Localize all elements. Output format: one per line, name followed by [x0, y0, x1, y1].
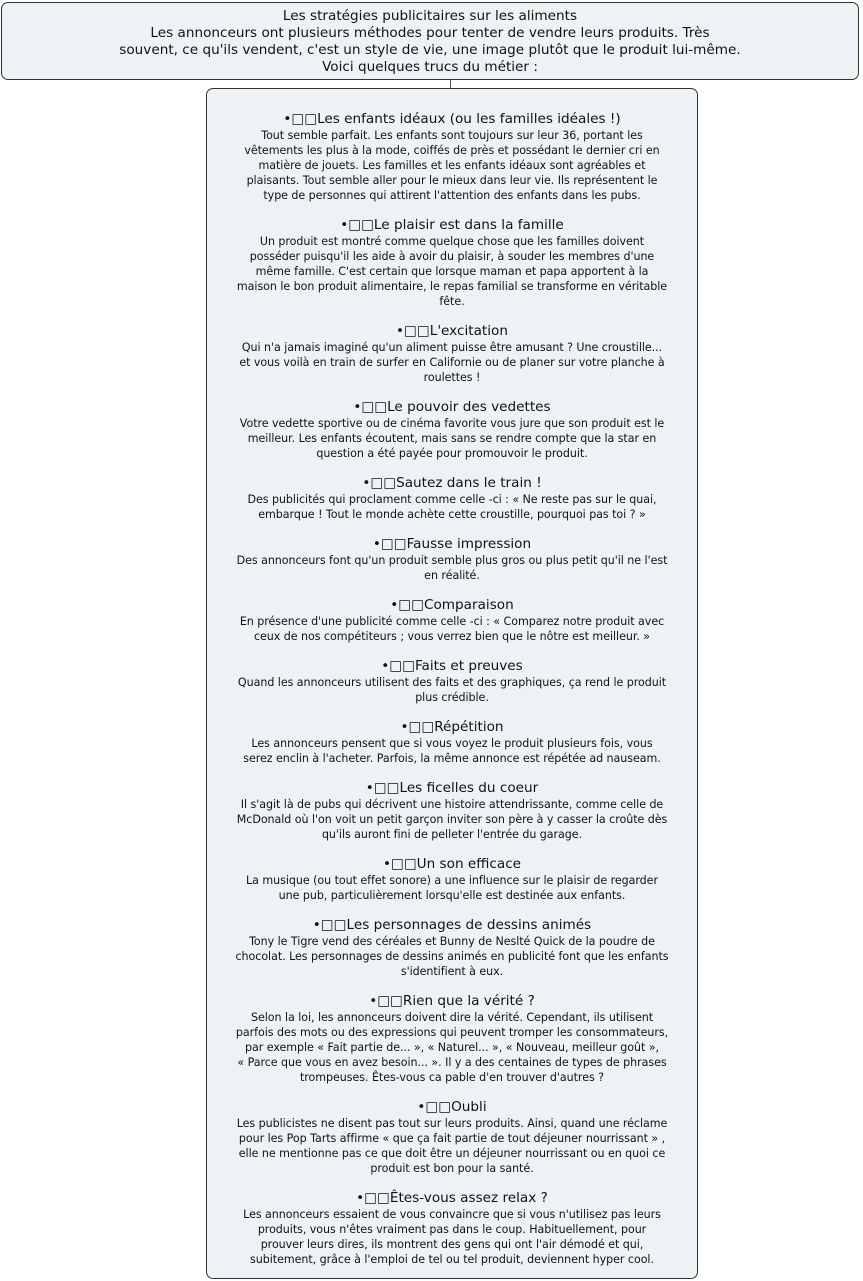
header-line: Voici quelques trucs du métier :	[322, 59, 538, 75]
strategy-title-text: Les personnages de dessins animés	[346, 917, 592, 933]
strategy-title	[213, 399, 691, 416]
description-line: Des annonceurs font qu'un produit semble plus gros ou plus petit qu'il ne l'est	[236, 554, 668, 567]
bullet-icon: •□□	[340, 217, 374, 233]
strategy-description	[213, 736, 691, 766]
strategy-description	[213, 1116, 691, 1176]
description-line: chocolat. Les personnages de dessins animés en publicité font que les enfants	[235, 950, 669, 963]
description-line: Un produit est montré comme quelque chose que les familles doivent	[259, 235, 645, 248]
bullet-icon: •□□	[381, 658, 415, 674]
description-line: Il s'agit là de pubs qui décrivent une histoire attendrissante, comme celle de	[240, 798, 664, 811]
strategy-section	[213, 719, 691, 766]
description-line: produits, vous n'êtes vraiment pas dans le coup. Habituellement, pour	[257, 1223, 647, 1236]
strategy-title	[213, 780, 691, 797]
header-title: Les stratégies publicitaires sur les aliments	[282, 8, 578, 24]
strategy-description	[213, 234, 691, 309]
strategy-title-text: Sautez dans le train !	[396, 475, 542, 491]
strategy-title	[213, 993, 691, 1010]
description-line: et vous voilà en train de surfer en Californie ou de planer sur votre planche à	[239, 356, 665, 369]
strategy-description	[213, 492, 691, 522]
strategy-title	[213, 217, 691, 234]
description-line: meilleur. Les enfants écoutent, mais sans se rendre compte que la star en	[247, 432, 657, 445]
description-line: Les annonceurs essaient de vous convaincre que si vous n'utilisez pas leurs	[243, 1208, 661, 1221]
description-line: Les publicistes ne disent pas tout sur leurs produits. Ainsi, quand une réclame	[236, 1117, 668, 1130]
description-line: plus crédible.	[415, 691, 489, 704]
bullet-icon: •□□	[312, 917, 347, 933]
strategy-title-text: Le plaisir est dans la famille	[373, 217, 564, 233]
strategy-section	[213, 597, 691, 644]
strategies-box	[206, 88, 698, 1279]
strategy-section	[213, 780, 691, 842]
strategy-title	[213, 475, 691, 492]
description-line: McDonald où l'on voit un petit garçon inviter son père à y casser la croûte dès	[236, 813, 668, 826]
strategy-title	[213, 597, 691, 614]
description-line: qu'ils auront fini de pelleter l'entrée du garage.	[321, 828, 583, 841]
description-line: plaisants. Tout semble aller pour le mieux dans leur vie. Ils représentent le	[246, 174, 658, 187]
bullet-icon: •□□	[372, 536, 407, 552]
description-line: Quand les annonceurs utilisent des faits et des graphiques, ça rend le produit	[237, 676, 667, 689]
description-line: type de personnes qui attirent l'attention des enfants dans les pubs.	[263, 189, 641, 202]
strategy-description	[213, 675, 691, 705]
bullet-icon: •□□	[417, 1099, 452, 1115]
strategy-description	[213, 553, 691, 583]
strategy-description	[213, 416, 691, 461]
bullet-icon: •□□	[356, 1190, 390, 1206]
strategy-title-text: Les ficelles du coeur	[399, 780, 539, 796]
description-line: En présence d'une publicité comme celle -ci : « Comparez notre produit avec	[239, 615, 665, 628]
description-line: une pub, particulièrement lorsqu'elle est destinée aux enfants.	[278, 889, 626, 902]
description-line: roulettes !	[423, 371, 481, 384]
bullet-icon: •□□	[362, 475, 397, 491]
strategy-title-text: Répétition	[434, 719, 504, 735]
strategy-title	[213, 536, 691, 553]
description-line: matière de jouets. Les familles et les enfants idéaux sont agréables et	[258, 159, 646, 172]
description-line: même famille. C'est certain que lorsque maman et papa apportent à la	[255, 265, 649, 278]
description-line: question a été payée pour promouvoir le produit.	[316, 447, 588, 460]
strategy-section	[213, 111, 691, 203]
description-line: pour les Pop Tarts affirme « que ça fait partie de tout déjeuner nourrissant » ,	[238, 1132, 666, 1145]
description-line: serez enclin à l'acheter. Parfois, la même annonce est répétée ad nauseam.	[243, 752, 661, 765]
bullet-icon: •□□	[365, 780, 400, 796]
strategy-title	[213, 658, 691, 675]
description-line: embarque ! Tout le monde achète cette croustille, pourquoi pas toi ? »	[258, 508, 646, 521]
bullet-icon: •□□	[353, 399, 388, 415]
description-line: s'identifient à eux.	[400, 965, 504, 978]
description-line: prouver leurs dires, ils montrent des gens qui ont l'air démodé et qui,	[260, 1238, 644, 1251]
strategy-title	[213, 856, 691, 873]
header-line: souvent, ce qu'ils vendent, c'est un style de vie, une image plutôt que le produit lui-même.	[119, 42, 741, 58]
description-line: produit est bon pour la santé.	[370, 1162, 534, 1175]
strategy-section	[213, 217, 691, 309]
description-line: « Parce que vous en avez besoin... ». Il y a des centaines de types de phrases	[237, 1056, 667, 1069]
description-line: subitement, grâce à l'emploi de tel ou tel produit, deviennent hyper cool.	[250, 1253, 654, 1266]
description-line: vêtements les plus à la mode, coiffés de près et possédant le dernier cri en	[244, 144, 660, 157]
strategy-section	[213, 323, 691, 385]
description-line: Votre vedette sportive ou de cinéma favorite vous jure que son produit est le	[239, 417, 665, 430]
strategy-title-text: Fausse impression	[406, 536, 532, 552]
strategy-section	[213, 993, 691, 1085]
strategy-section	[213, 1099, 691, 1176]
strategy-description	[213, 934, 691, 979]
description-line: elle ne mentionne pas ce que doit être un déjeuner nourrissant ou en quoi ce	[238, 1147, 666, 1160]
description-line: Qui n'a jamais imaginé qu'un aliment puisse être amusant ? Une croustille...	[241, 341, 663, 354]
description-line: en réalité.	[424, 569, 480, 582]
header-line: Les annonceurs ont plusieurs méthodes pour tenter de vendre leurs produits. Très	[150, 25, 710, 41]
strategy-title	[213, 1190, 691, 1207]
strategy-title-text: Les enfants idéaux (ou les familles idéales !)	[317, 111, 621, 127]
description-line: maison le bon produit alimentaire, le repas familial se transforme en véritable	[236, 280, 668, 293]
description-line: Des publicités qui proclament comme celle -ci : « Ne reste pas sur le quai,	[247, 493, 657, 506]
strategy-title	[213, 323, 691, 340]
description-line: fête.	[439, 295, 465, 308]
description-line: ceux de nos compétiteurs ; vous verrez bien que le nôtre est meilleur. »	[253, 630, 651, 643]
strategy-description	[213, 340, 691, 385]
strategy-title-text: Faits et preuves	[414, 658, 523, 674]
description-line: trompeuses. Êtes-vous ca pable d'en trouver d'autres ?	[299, 1071, 605, 1084]
strategy-description	[213, 1207, 691, 1267]
strategy-title	[213, 719, 691, 736]
strategy-section	[213, 536, 691, 583]
header-box	[1, 2, 859, 80]
strategy-title-text: Comparaison	[423, 597, 514, 613]
description-line: posséder puisqu'il les aide à avoir du plaisir, à souder les membres d'une	[249, 250, 655, 263]
bullet-icon: •□□	[396, 323, 430, 339]
bullet-icon: •□□	[390, 597, 424, 613]
strategy-section	[213, 658, 691, 705]
strategy-title-text: L'excitation	[429, 323, 508, 339]
strategy-title-text: Oubli	[451, 1099, 487, 1115]
bullet-icon: •□□	[283, 111, 318, 127]
strategy-title	[213, 111, 691, 128]
strategy-title-text: Un son efficace	[416, 856, 522, 872]
description-line: Selon la loi, les annonceurs doivent dire la vérité. Cependant, ils utilisent	[250, 1011, 654, 1024]
strategy-title	[213, 917, 691, 934]
description-line: par exemple « Fait partie de... », « Naturel... », « Nouveau, meilleur goût »,	[245, 1041, 659, 1054]
strategy-title-text: Rien que la vérité ?	[402, 993, 535, 1009]
bullet-icon: •□□	[369, 993, 403, 1009]
bullet-icon: •□□	[382, 856, 417, 872]
strategy-title-text: Êtes-vous assez relax ?	[389, 1190, 548, 1206]
description-line: La musique (ou tout effet sonore) a une influence sur le plaisir de regarder	[246, 874, 658, 887]
strategy-description	[213, 614, 691, 644]
strategy-description	[213, 873, 691, 903]
description-line: parfois des mots ou des expressions qui peuvent tromper les consommateurs,	[235, 1026, 669, 1039]
strategy-title	[213, 1099, 691, 1116]
description-line: Tout semble parfait. Les enfants sont toujours sur leur 36, portant les	[261, 129, 643, 142]
strategy-section	[213, 1190, 691, 1267]
strategy-description	[213, 797, 691, 842]
strategy-section	[213, 856, 691, 903]
strategy-section	[213, 475, 691, 522]
strategy-section	[213, 917, 691, 979]
strategy-section	[213, 399, 691, 461]
description-line: Tony le Tigre vend des céréales et Bunny de Neslté Quick de la poudre de	[249, 935, 655, 948]
description-line: Les annonceurs pensent que si vous voyez le produit plusieurs fois, vous	[251, 737, 653, 750]
strategy-description	[213, 128, 691, 203]
strategy-title-text: Le pouvoir des vedettes	[387, 399, 551, 415]
strategy-description	[213, 1010, 691, 1085]
bullet-icon: •□□	[400, 719, 435, 735]
